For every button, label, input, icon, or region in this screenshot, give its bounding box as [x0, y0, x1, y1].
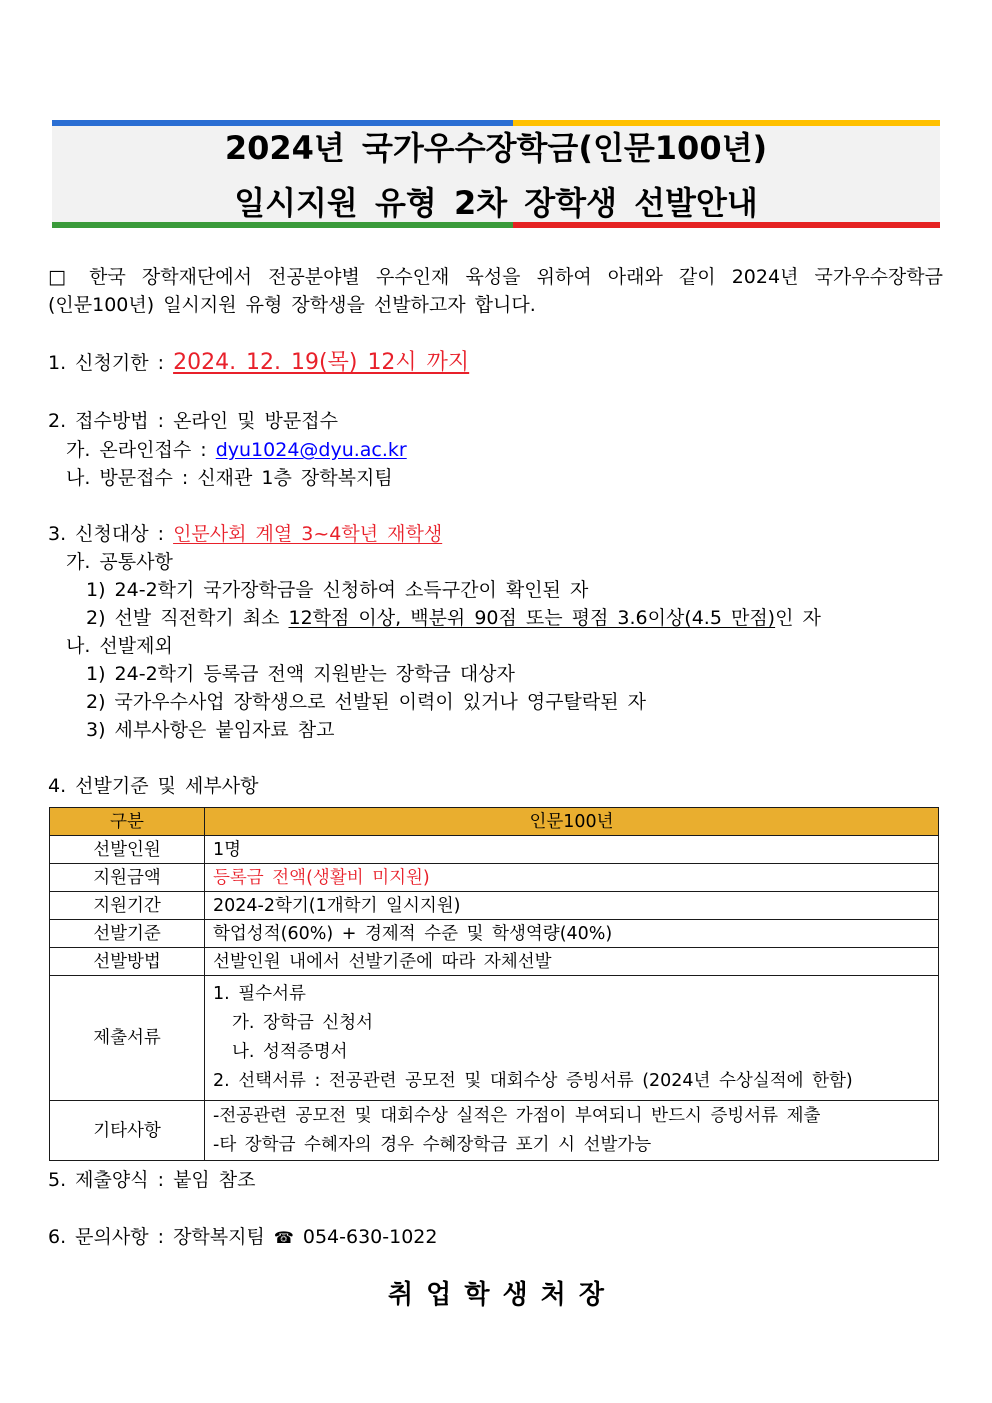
row-value-recruit-count: 1명 — [205, 836, 939, 864]
method-heading: 2. 접수방법 : 온라인 및 방문접수 — [48, 410, 338, 432]
row-value-support-amount: 등록금 전액(생활비 미지원) — [205, 864, 939, 892]
deadline-line — [48, 347, 469, 379]
common-requirement-2-pre: 2) 선발 직전학기 최소 — [86, 607, 280, 629]
common-requirement-1: 1) 24-2학기 국가장학금을 신청하여 소득구간이 확인된 자 — [86, 579, 589, 601]
row-label-recruit-count: 선발인원 — [50, 836, 205, 864]
common-requirements-heading: 가. 공통사항 — [66, 551, 173, 573]
row-value-selection-method: 선발인원 내에서 선발기준에 따라 자체선발 — [205, 948, 939, 976]
title-banner — [52, 120, 940, 228]
table-row — [50, 836, 939, 864]
online-email-link[interactable]: dyu1024@dyu.ac.kr — [215, 439, 407, 461]
title-bar-bottom-right — [513, 222, 940, 228]
documents-line-3: 나. 성적증명서 — [232, 1042, 348, 1062]
deadline-label: 1. 신청기한 : — [48, 352, 165, 374]
row-value-documents — [205, 976, 939, 1101]
row-label-documents: 제출서류 — [50, 976, 205, 1101]
title-bar-top-right — [513, 120, 940, 126]
row-label-selection-criteria: 선발기준 — [50, 920, 205, 948]
table-header-row — [50, 808, 939, 836]
common-requirement-2 — [86, 604, 821, 632]
exclusion-item-1: 1) 24-2학기 등록금 전액 지원받는 장학금 대상자 — [86, 663, 515, 685]
online-label: 가. 온라인접수 : — [66, 439, 207, 461]
title-bar-top-left — [52, 120, 513, 126]
row-label-etc: 기타사항 — [50, 1101, 205, 1161]
common-requirement-2-underlined: 12학점 이상, 백분위 90점 또는 평점 3.6이상(4.5 만점) — [288, 607, 776, 629]
table-row — [50, 976, 939, 1101]
page-title-line-1: 2024년 국가우수장학금(인문100년) — [224, 129, 768, 167]
issuer-signature: 취 업 학 생 처 장 — [388, 1280, 604, 1310]
table-row — [50, 1101, 939, 1161]
table-row — [50, 892, 939, 920]
table-row — [50, 948, 939, 976]
row-label-support-amount: 지원금액 — [50, 864, 205, 892]
title-bar-bottom-left — [52, 222, 513, 228]
exclusions-heading: 나. 선발제외 — [66, 635, 173, 657]
row-value-support-period: 2024-2학기(1개학기 일시지원) — [205, 892, 939, 920]
visit-application-line: 나. 방문접수 : 신재관 1층 장학복지팀 — [66, 467, 393, 489]
deadline-value: 2024. 12. 19(목) 12시 까지 — [173, 350, 470, 375]
exclusion-item-3: 3) 세부사항은 붙임자료 참고 — [86, 719, 335, 741]
documents-line-1: 1. 필수서류 — [213, 984, 306, 1004]
target-label: 3. 신청대상 : — [48, 523, 165, 545]
documents-line-4: 2. 선택서류 : 전공관련 공모전 및 대회수상 증빙서류 (2024년 수상실적에 한함) — [213, 1071, 853, 1091]
row-label-selection-method: 선발방법 — [50, 948, 205, 976]
row-value-selection-criteria: 학업성적(60%) + 경제적 수준 및 학생역량(40%) — [205, 920, 939, 948]
intro-line-2: (인문100년) 일시지원 유형 장학생을 선발하고자 합니다. — [48, 294, 536, 316]
table-row — [50, 864, 939, 892]
table-row — [50, 920, 939, 948]
header-category: 구분 — [50, 808, 205, 836]
contact-line — [48, 1223, 437, 1252]
target-line — [48, 520, 442, 548]
header-program: 인문100년 — [205, 808, 939, 836]
target-value: 인문사회 계열 3~4학년 재학생 — [173, 523, 443, 545]
contact-phone: 054-630-1022 — [302, 1226, 438, 1248]
row-value-etc — [205, 1101, 939, 1161]
form-line: 5. 제출양식 : 붙임 참조 — [48, 1169, 256, 1191]
etc-line-2: -타 장학금 수혜자의 경우 수혜장학금 포기 시 선발가능 — [213, 1134, 652, 1155]
criteria-heading: 4. 선발기준 및 세부사항 — [48, 775, 259, 797]
phone-icon: ☎ — [273, 1228, 294, 1247]
documents-line-2: 가. 장학금 신청서 — [232, 1013, 374, 1033]
etc-line-1: -전공관련 공모전 및 대회수상 실적은 가점이 부여되니 반드시 증빙서류 제출 — [213, 1105, 821, 1126]
exclusion-item-2: 2) 국가우수사업 장학생으로 선발된 이력이 있거나 영구탈락된 자 — [86, 691, 646, 713]
contact-label: 6. 문의사항 : 장학복지팀 — [48, 1226, 265, 1248]
page-title-line-2: 일시지원 유형 2차 장학생 선발안내 — [234, 184, 758, 222]
online-application-line — [66, 436, 407, 464]
intro-line-1: □ 한국 장학재단에서 전공분야별 우수인재 육성을 위하여 아래와 같이 2024년 국가우수장학금 — [48, 266, 943, 288]
common-requirement-2-post: 인 자 — [775, 607, 821, 629]
criteria-table — [49, 807, 939, 1161]
row-label-support-period: 지원기간 — [50, 892, 205, 920]
